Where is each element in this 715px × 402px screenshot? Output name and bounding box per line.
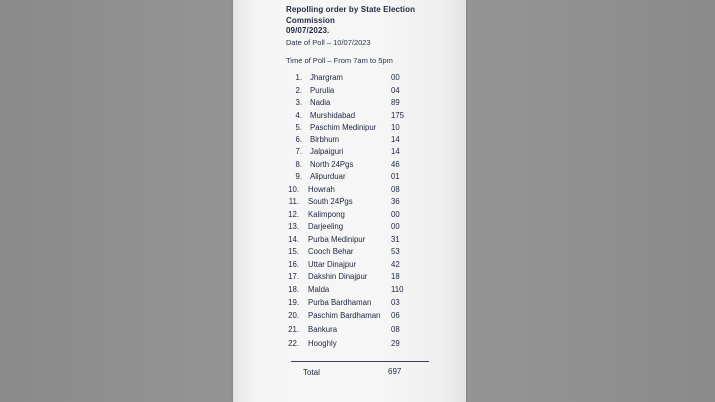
- district-row: [233, 310, 466, 322]
- district-count: 31: [391, 234, 400, 244]
- district-number: 2.: [295, 85, 302, 95]
- district-number: 22.: [288, 339, 299, 348]
- district-row: [233, 234, 466, 246]
- district-name: Malda: [308, 285, 330, 294]
- district-row: [233, 284, 466, 296]
- district-count: 08: [391, 325, 400, 334]
- district-row: [233, 110, 466, 122]
- district-name: Hooghly: [308, 339, 337, 348]
- district-row: [233, 297, 466, 309]
- district-name: Paschim Bardhaman: [308, 311, 381, 320]
- district-name: Purba Bardhaman: [308, 298, 372, 307]
- heading-line-1: Repolling order by State Election Commission: [286, 5, 416, 25]
- district-name: Kalimpong: [308, 209, 345, 219]
- district-number: 19.: [288, 298, 299, 307]
- district-name: Darjeeling: [308, 222, 344, 231]
- district-count: 14: [391, 135, 400, 144]
- district-count: 18: [391, 272, 400, 281]
- district-row: [233, 184, 466, 196]
- document-page: [233, 0, 466, 402]
- district-number: 17.: [288, 272, 299, 281]
- district-count: 46: [391, 159, 400, 169]
- district-name: Nadia: [310, 98, 331, 107]
- district-count: 01: [391, 172, 400, 181]
- district-row: [233, 221, 466, 233]
- district-name: Purulia: [310, 85, 335, 95]
- district-name: Purba Medinipur: [308, 234, 366, 244]
- district-row: [233, 209, 466, 221]
- district-row: [233, 246, 466, 258]
- district-count: 06: [391, 311, 400, 320]
- district-row: [233, 259, 466, 271]
- district-row: [233, 196, 466, 208]
- district-number: 7.: [295, 147, 302, 156]
- district-number: 14.: [288, 234, 299, 244]
- heading-line-2: 09/07/2023.: [286, 26, 330, 35]
- district-number: 11.: [288, 197, 299, 206]
- district-number: 6.: [295, 135, 302, 144]
- district-count: 00: [391, 209, 400, 219]
- document-heading: [286, 5, 461, 37]
- district-row: [233, 171, 466, 183]
- district-name: Jhargram: [310, 73, 343, 82]
- district-count: 42: [391, 259, 400, 269]
- district-name: North 24Pgs: [310, 159, 354, 169]
- district-count: 04: [391, 85, 400, 95]
- district-number: 21.: [288, 325, 299, 334]
- district-name: South 24Pgs: [308, 197, 353, 206]
- district-number: 12.: [288, 209, 299, 219]
- district-name: Uttar Dinajpur: [308, 259, 357, 269]
- district-name: Cooch Behar: [308, 247, 354, 256]
- district-name: Howrah: [308, 184, 335, 194]
- district-row: [233, 146, 466, 158]
- district-number: 16.: [288, 259, 299, 269]
- district-name: Dakshin Dinajpur: [308, 272, 368, 281]
- district-row: [233, 338, 466, 350]
- district-row: [233, 122, 466, 134]
- time-of-poll: Time of Poll – From 7am to 5pm: [286, 56, 393, 65]
- total-value: 697: [388, 367, 402, 376]
- total-label: Total: [303, 368, 320, 377]
- district-count: 00: [391, 222, 400, 231]
- district-number: 15.: [288, 247, 299, 256]
- district-count: 10: [391, 123, 400, 132]
- district-count: 14: [391, 147, 400, 156]
- date-of-poll: Date of Poll – 10/07/2023: [286, 38, 371, 47]
- district-number: 10.: [288, 184, 299, 194]
- district-count: 08: [391, 184, 400, 194]
- district-number: 9.: [295, 172, 302, 181]
- district-name: Jalpaiguri: [310, 147, 344, 156]
- district-count: 175: [391, 110, 405, 120]
- district-number: 18.: [288, 285, 299, 294]
- district-count: 89: [391, 98, 400, 107]
- district-name: Alipurduar: [310, 172, 346, 181]
- district-name: Murshidabad: [310, 110, 356, 120]
- district-row: [233, 324, 466, 336]
- total-rule: [291, 361, 429, 362]
- district-number: 1.: [295, 73, 302, 82]
- district-row: [233, 72, 466, 84]
- district-name: Paschim Medinipur: [310, 123, 377, 132]
- district-row: [233, 85, 466, 97]
- district-row: [233, 159, 466, 171]
- district-number: 4.: [295, 110, 302, 120]
- district-row: [233, 271, 466, 283]
- district-row: [233, 134, 466, 146]
- district-name: Birbhum: [310, 135, 340, 144]
- district-number: 13.: [288, 222, 299, 231]
- district-count: 29: [391, 339, 400, 348]
- district-number: 3.: [295, 98, 302, 107]
- district-count: 53: [391, 247, 400, 256]
- district-count: 110: [391, 285, 404, 294]
- district-row: [233, 97, 466, 109]
- district-count: 36: [391, 197, 400, 206]
- district-number: 5.: [295, 123, 302, 132]
- district-number: 8.: [295, 159, 302, 169]
- district-count: 00: [391, 73, 400, 82]
- district-name: Bankura: [308, 325, 338, 334]
- district-count: 03: [391, 298, 400, 307]
- district-number: 20.: [288, 311, 299, 320]
